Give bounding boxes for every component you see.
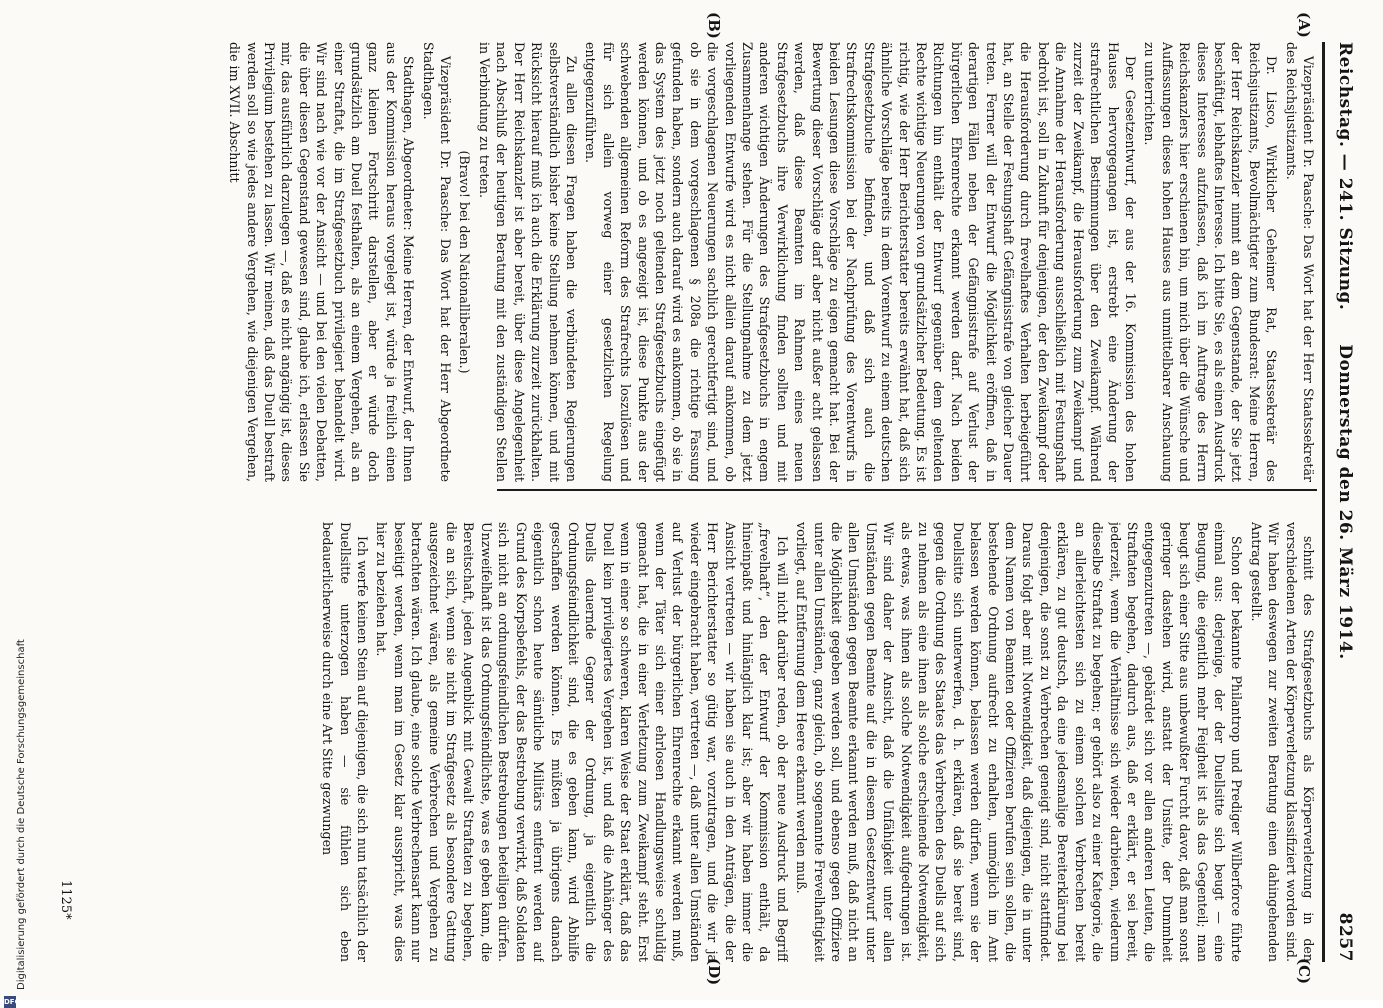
paragraph: Ich will nicht darüber reden, ob der neue Ausdruck und Begriff „frevelhaft“, den der Entwurf der Kommission enthält, da hineinpaßt und hinlänglich klar ist; aber wir haben immer die Ansicht vertreten — wir haben sie auch in den Anträgen, die der Herr Berichterstatter so gütig war, vorzutragen, und die wir ja wieder eingebracht haben, vertreten —, daß unter allen Umständen auf Verlust der bürgerlichen Ehrenrechte erkannt werden muß, wenn der Täter sich einer ehrlosen Handlungsweise schuldig gemacht hat, die in einer Verletzung zum Zweikampf steht. Erst wenn in einer so schweren, klaren Weise der Staat erklärt, daß das Duell kein privilegiertes Vergehen ist, und daß die Anhänger des Duells dauernde Gegner der Ordnung, ja eigentlich die Ordnungsfeindlichkeit sind, die es geben kann, wird Abhilfe geschaffen werden können. Es müßten ja übrigens danach eigentlich schon heute sämtliche Militärs entfernt werden auf Grund des Korpsbefehls, der das Bestrebung verwirkt, daß Soldaten sich nicht an ordnungsfeindlichen Bestrebungen beteiligen dürfen. Unzweifelhaft ist das Ordnungsfeindlichste, was es geben kann, die Bereitschaft, jeden Augenblick mit Gewalt Straftaten zu begehen, die an sich, wenn sie nicht im Strafgesetz als besondere Gattung ausgezeichnet wären, als gemeine Verbrechen und Vergehen zu betrachten wären. Ich glaube, eine solche Verbrechensart kann nur beseitigt werden, wenn man im Gesetz klar ausspricht, was dies hier zu beziehen hat.	[374, 522, 790, 962]
right-column	[77, 522, 1317, 962]
page-signature: 1125*	[58, 880, 73, 920]
header-session: Reichstag. — 241. Sitzung.	[1335, 42, 1355, 311]
paragraph: Ich werfe keinen Stein auf diejenigen, die sich nun tatsächlich der Duellsitte unterzogen haben — sie fühlen sich eben bedauerlicherweise durch eine Art Sitte gezwungen	[320, 522, 371, 962]
paragraph: schnitt des Strafgesetzbuchs als Körperverletzung in den verschiedenen Arten der Körperverletzung klassifiziert worden sind. Wir haben deswegen zur zweiten Beratung einen dahingehenden Antrag gestellt.	[1248, 522, 1316, 962]
paragraph: Vizepräsident Dr. Paasche: Das Wort hat der Herr Abgeordnete Stadthagen.	[420, 42, 454, 482]
paragraph: Schon der bekannte Philantrop und Prediger Wilberforce führte einmal aus: derjenige, der der Duellsitte sich beugt — eine Beugung, die eigentlich mehr Feigheit ist als das Gegenteil; man beugt sich einer Sitte aus unbewußter Furcht davor, daß man sonst geringer dastehen wird, anstatt der Unsitte, der Dummheit entgegenzutreten —, gebärdet sich vor allen anderen Leuten, die Straftaten begehen, dadurch aus, daß er erklärt, er sei bereit, jederzeit, wenn die Verhältnisse sich wieder darbieten, wiederum dieselbe Straftat zu begehen; er gehört also zu einer Kategorie, die an allerleichtesten sich zu einem solchen Verbrechen bereit erklären, zu gut deutsch, da eine jedesmalige Bereiterklärung bei denjenigen, die sonst zu Verbrechen geneigt sind, nicht stattfindet. Daraus folgt aber mit Notwendigkeit, daß diejenigen, die in unter dem Namen von Beamten oder Offizieren berufen sein sollen, die bestehende Ordnung aufrecht zu erhalten, unmöglich im Amt belassen werden können, belassen werden dürfen, wenn sie der Duellsitte sich unterwerfen, d. h. erklären, daß sie bereit sind, gegen die Ordnung des Staates das Verbrechen des Duells auf sich zu nehmen als eine ihnen als solche erscheinende Notwendigkeit, als etwas, was ihnen als solche Notwendigkeit aufgedrungen ist. Wir sind daher der Ansicht, daß die Unfähigkeit unter allen Umständen gegen Beamte auf die in diesem Gesetzentwurf unter allen Umständen gegen Beamte erkannt werden muß, daß nicht an die Möglichkeit gegeben werden soll, und ebenso gegen Offiziere unter allen Umständen, ganz gleich, ob sogenannte Frevelhaftigkeit vorliegt, auf Entfernung dem Heere erkannt werden muß.	[794, 522, 1245, 962]
margin-marker-d: (D)	[705, 958, 723, 986]
page-header	[1322, 42, 1361, 962]
left-column	[77, 42, 1317, 482]
margin-marker-b: (B)	[705, 12, 723, 39]
dfg-logo-icon: DFG	[4, 998, 21, 1006]
paragraph: Vizepräsident Dr. Paasche: Das Wort hat der Herr Staatssekretär des Reichsjustizamts.	[1283, 42, 1316, 482]
margin-marker-a: (A)	[1295, 12, 1313, 38]
paragraph: Zu allen diesen Fragen haben die verbündeten Regierungen selbstverständlich bisher keine Stellung nehmen können, und mit Rücksicht hierauf muß ich auch die Erklärung zurzeit zurückhalten. Der Herr Reichskanzler ist aber bereit, über diese Angelegenheit nach Abschluß der heutigen Beratung mit den zuständigen Stellen in Verbindung zu treten.	[476, 42, 579, 482]
paragraph: Stadthagen, Abgeordneter: Meine Herren, der Entwurf, der Ihnen aus der Kommission heraus vorgelegt ist, würde ja freilich einen ganz kleinen Fortschritt darstellen, aber er würde doch grundsätzlich am Duell festhalten, als an einem Vergehen, als an einer Straftat, die im Strafgesetzbuch privilegiert behandelt wird. Wir sind nach wie vor der Ansicht — und bei den vielen Debatten, die über diesen Gegenstand gewesen sind, glaube ich, erlassen Sie mir, das ausführlich darzulegen —, daß es nicht angängig ist, dieses Privilegium bestehen zu lassen. Wir meinen, daß das Duell bestraft werden soll so wie jedes andere Vergehen, wie diejenigen Vergehen, die im XVII. Abschnitt	[227, 42, 417, 482]
paragraph: Der Gesetzentwurf, der aus der 16. Kommission des hohen Hauses hervorgegangen ist, erstrebt eine Änderung der strafrechtlichen Bestimmungen über den Zweikampf. Während zurzeit der Zweikampf, die Herausforderung zum Zweikampf und die Annahme der Herausforderung ausschließlich mit Festungshaft bedroht ist, soll in Zukunft für denjenigen, der den Zweikampf oder die Herausforderung durch frevelhaftes Verhalten herbeigeführt hat, an Stelle der Festungshaft Gefängnisstrafe von gleicher Dauer treten. Ferner will der Entwurf die Möglichkeit eröffnen, daß in derartigen Fällen neben der Gefängnisstrafe auf Verlust der bürgerlichen Ehrenrechte erkannt werden darf. Nach beiden Richtungen hin enthält der Entwurf gegenüber dem geltenden Rechte wichtige Neuerungen von grundsätzlicher Bedeutung. Es ist richtig, wie der Herr Berichterstatter bereits erwähnt hat, daß sich ähnliche Vorschläge bereits in dem Vorentwurf zu einem deutschen Strafgesetzbuche befinden, und daß sich auch die Strafrechtskommission bei der Nachprüfung des Vorentwurfs in beiden Lesungen diese Vorschläge zu eigen gemacht hat. Bei der Bewertung dieser Vorschläge darf aber nicht außer acht gelassen werden, daß diese Beamten im Rahmen eines neuen Strafgesetzbuchs ihre Verwirklichung finden sollten und mit anderen wichtigen Änderungen des Strafgesetzbuchs in engem Zusammenhange stehen. Für die Stellungnahme zu dem jetzt vorliegenden Entwurfe wird es nicht allein darauf ankommen, ob die vorgeschlagenen Neuerungen sachlich gerechtfertigt sind, und ob sie in dem vorgeschlagenen § 208a die richtige Fassung gefunden haben, sondern auch darauf wird es ankommen, ob sie in das System des jetzt noch geltenden Strafgesetzbuchs eingefügt werden können, und ob es angezeigt ist, diese Punkte aus der schwebenden allgemeinen Reform des Strafrechts loszulösen und für sich allein vorweg einer gesetzlichen Regelung entgegenzuführen.	[583, 42, 1138, 482]
page-number: 8257	[1335, 912, 1355, 962]
interjection: (Bravo! bei den Nationalliberalen.)	[457, 150, 473, 374]
paragraph: Dr. Lisco, Wirklicher Geheimer Rat, Staatssekretär des Reichsjustizamts, Bevollmächtigter zum Bundesrat: Meine Herren, der Herr Reichskanzler nimmt an dem Gegenstande, der Sie jetzt beschäftigt, lebhaftes Interesse. Ich bitte Sie, es als einen Ausdruck dieses Interesses aufzufassen, daß ich im Auftrage des Herrn Reichskanzlers hier erschienen bin, um mich über die Wünsche und Auffassungen dieses hohen Hauses aus unmittelbarer Anschauung zu unterrichten.	[1142, 42, 1280, 482]
digitization-credit: Digitalisierung gefördert durch die Deutsche Forschungsgemeinschaft	[16, 639, 27, 990]
header-date: Donnerstag den 26. März 1914.	[1335, 344, 1355, 660]
margin-marker-c: (C)	[1295, 958, 1313, 985]
column-divider	[497, 489, 1317, 491]
